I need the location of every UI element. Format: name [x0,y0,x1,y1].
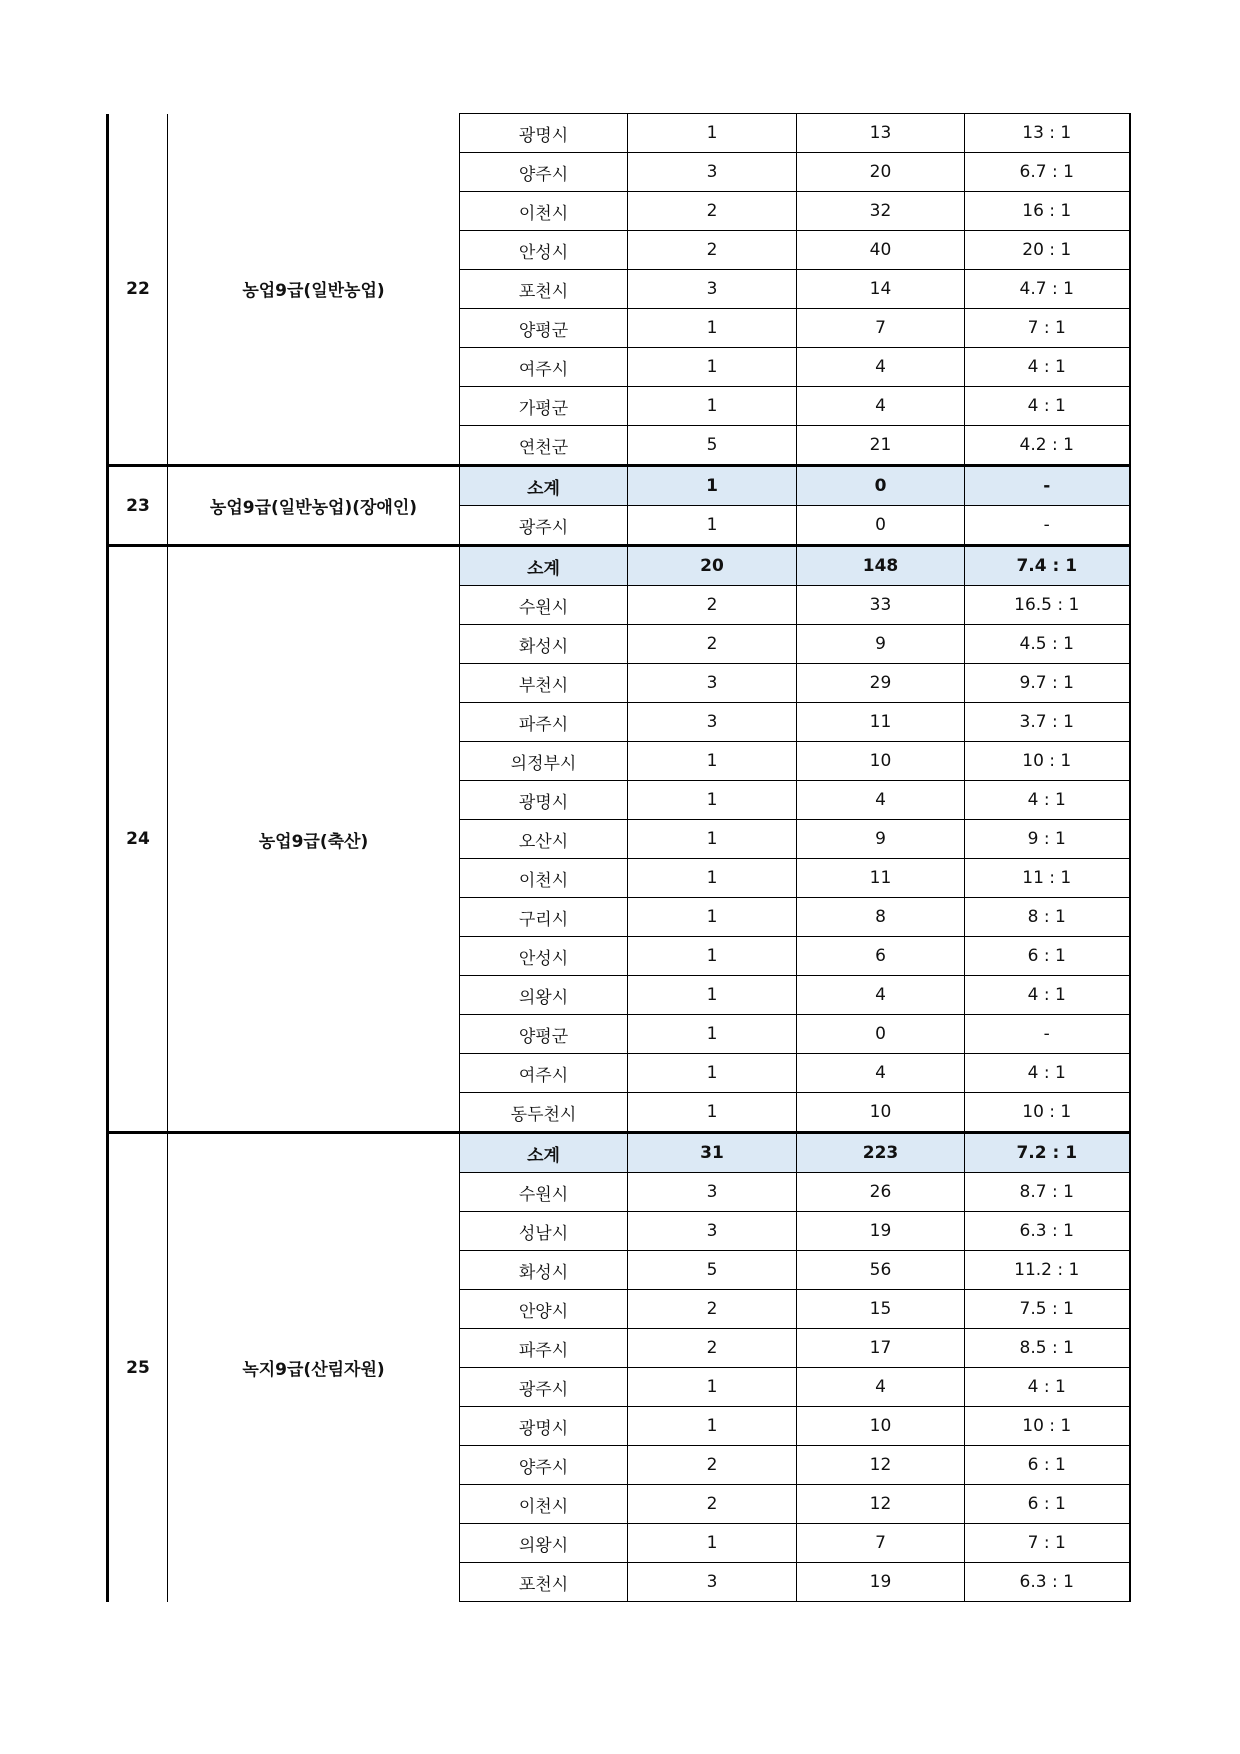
quota-cell: 2 [628,192,797,231]
subtotal-label: 소계 [460,466,628,506]
ratio-cell: 10 : 1 [965,742,1130,781]
ratio-cell: 6.3 : 1 [965,1563,1130,1602]
ratio-cell: 4.2 : 1 [965,426,1130,466]
region-cell: 양평군 [460,1015,628,1054]
applicants-cell: 17 [797,1329,965,1368]
quota-cell: 5 [628,426,797,466]
quota-cell: 1 [628,937,797,976]
applicants-cell: 21 [797,426,965,466]
applicants-cell: 6 [797,937,965,976]
quota-cell: 1 [628,114,797,153]
subtotal-row [108,1133,1130,1173]
ratio-cell: 6 : 1 [965,1485,1130,1524]
applicants-cell: 29 [797,664,965,703]
applicants-cell: 12 [797,1446,965,1485]
group-number: 25 [108,1133,168,1602]
quota-cell: 1 [628,506,797,546]
quota-cell: 1 [628,742,797,781]
region-cell: 포천시 [460,1563,628,1602]
applicants-cell: 13 [797,114,965,153]
quota-cell: 1 [628,820,797,859]
region-cell: 화성시 [460,625,628,664]
ratio-cell: 9 : 1 [965,820,1130,859]
quota-cell: 1 [628,1524,797,1563]
quota-cell: 3 [628,1212,797,1251]
region-cell: 안양시 [460,1290,628,1329]
region-cell: 양주시 [460,1446,628,1485]
ratio-cell: 10 : 1 [965,1093,1130,1133]
applicants-cell: 56 [797,1251,965,1290]
region-cell: 성남시 [460,1212,628,1251]
quota-cell: 31 [628,1133,797,1173]
region-cell: 광명시 [460,781,628,820]
quota-cell: 5 [628,1251,797,1290]
region-cell: 안성시 [460,231,628,270]
exam-category-name: 농업9급(축산) [168,546,460,1133]
quota-cell: 1 [628,466,797,506]
ratio-cell: 7 : 1 [965,1524,1130,1563]
ratio-cell: 4 : 1 [965,348,1130,387]
applicants-cell: 148 [797,546,965,586]
quota-cell: 1 [628,309,797,348]
ratio-cell: 10 : 1 [965,1407,1130,1446]
ratio-cell: 4 : 1 [965,781,1130,820]
ratio-cell: 4 : 1 [965,1368,1130,1407]
applicants-cell: 40 [797,231,965,270]
ratio-cell: 7.5 : 1 [965,1290,1130,1329]
applicants-cell: 15 [797,1290,965,1329]
applicants-cell: 14 [797,270,965,309]
ratio-cell: 3.7 : 1 [965,703,1130,742]
ratio-cell: 4.5 : 1 [965,625,1130,664]
region-cell: 여주시 [460,1054,628,1093]
applicants-cell: 0 [797,1015,965,1054]
ratio-cell: 6.3 : 1 [965,1212,1130,1251]
region-cell: 파주시 [460,1329,628,1368]
applicants-cell: 32 [797,192,965,231]
exam-category-name: 농업9급(일반농업)(장애인) [168,466,460,546]
quota-cell: 1 [628,1015,797,1054]
ratio-cell: 6 : 1 [965,1446,1130,1485]
exam-category-name: 녹지9급(산림자원) [168,1133,460,1602]
applicants-cell: 11 [797,859,965,898]
applicants-cell: 4 [797,781,965,820]
quota-cell: 2 [628,1329,797,1368]
applicants-cell: 4 [797,1054,965,1093]
quota-cell: 3 [628,664,797,703]
ratio-cell: 8.7 : 1 [965,1173,1130,1212]
ratio-cell: - [965,506,1130,546]
quota-cell: 1 [628,1407,797,1446]
applicants-cell: 10 [797,1093,965,1133]
region-cell: 연천군 [460,426,628,466]
quota-cell: 2 [628,231,797,270]
region-cell: 이천시 [460,859,628,898]
region-cell: 의정부시 [460,742,628,781]
applicants-cell: 7 [797,1524,965,1563]
applicants-cell: 33 [797,586,965,625]
region-cell: 여주시 [460,348,628,387]
quota-cell: 1 [628,976,797,1015]
quota-cell: 1 [628,781,797,820]
group-number: 22 [108,114,168,466]
ratio-cell: - [965,1015,1130,1054]
quota-cell: 2 [628,1485,797,1524]
ratio-cell: 4 : 1 [965,976,1130,1015]
recruitment-competition-table [106,113,1131,1602]
quota-cell: 1 [628,898,797,937]
region-cell: 이천시 [460,1485,628,1524]
quota-cell: 1 [628,1368,797,1407]
ratio-cell: 9.7 : 1 [965,664,1130,703]
applicants-cell: 26 [797,1173,965,1212]
applicants-cell: 9 [797,625,965,664]
ratio-cell: 16 : 1 [965,192,1130,231]
applicants-cell: 10 [797,1407,965,1446]
region-cell: 의왕시 [460,1524,628,1563]
ratio-cell: 8 : 1 [965,898,1130,937]
region-cell: 광명시 [460,114,628,153]
table-row [108,114,1130,153]
region-cell: 포천시 [460,270,628,309]
region-cell: 광주시 [460,506,628,546]
ratio-cell: 4 : 1 [965,1054,1130,1093]
region-cell: 수원시 [460,1173,628,1212]
subtotal-label: 소계 [460,546,628,586]
group-number: 23 [108,466,168,546]
quota-cell: 3 [628,153,797,192]
region-cell: 동두천시 [460,1093,628,1133]
quota-cell: 3 [628,1173,797,1212]
applicants-cell: 19 [797,1563,965,1602]
applicants-cell: 4 [797,976,965,1015]
region-cell: 가평군 [460,387,628,426]
region-cell: 양평군 [460,309,628,348]
ratio-cell: 7.4 : 1 [965,546,1130,586]
quota-cell: 2 [628,1290,797,1329]
ratio-cell: 8.5 : 1 [965,1329,1130,1368]
group-number: 24 [108,546,168,1133]
applicants-cell: 7 [797,309,965,348]
quota-cell: 3 [628,1563,797,1602]
region-cell: 의왕시 [460,976,628,1015]
region-cell: 안성시 [460,937,628,976]
region-cell: 부천시 [460,664,628,703]
quota-cell: 1 [628,1054,797,1093]
region-cell: 파주시 [460,703,628,742]
ratio-cell: 4.7 : 1 [965,270,1130,309]
quota-cell: 3 [628,703,797,742]
exam-category-name: 농업9급(일반농업) [168,114,460,466]
ratio-cell: 11.2 : 1 [965,1251,1130,1290]
ratio-cell: 20 : 1 [965,231,1130,270]
quota-cell: 1 [628,859,797,898]
applicants-cell: 4 [797,348,965,387]
applicants-cell: 20 [797,153,965,192]
applicants-cell: 4 [797,387,965,426]
region-cell: 이천시 [460,192,628,231]
ratio-cell: 6.7 : 1 [965,153,1130,192]
applicants-cell: 9 [797,820,965,859]
ratio-cell: 6 : 1 [965,937,1130,976]
quota-cell: 20 [628,546,797,586]
applicants-cell: 4 [797,1368,965,1407]
quota-cell: 1 [628,1093,797,1133]
ratio-cell: - [965,466,1130,506]
ratio-cell: 4 : 1 [965,387,1130,426]
subtotal-row [108,466,1130,506]
ratio-cell: 13 : 1 [965,114,1130,153]
region-cell: 양주시 [460,153,628,192]
applicants-cell: 0 [797,506,965,546]
region-cell: 수원시 [460,586,628,625]
ratio-cell: 11 : 1 [965,859,1130,898]
quota-cell: 3 [628,270,797,309]
applicants-cell: 8 [797,898,965,937]
quota-cell: 1 [628,387,797,426]
applicants-cell: 223 [797,1133,965,1173]
quota-cell: 2 [628,1446,797,1485]
region-cell: 광주시 [460,1368,628,1407]
subtotal-label: 소계 [460,1133,628,1173]
applicants-cell: 11 [797,703,965,742]
applicants-cell: 0 [797,466,965,506]
region-cell: 화성시 [460,1251,628,1290]
region-cell: 오산시 [460,820,628,859]
ratio-cell: 7 : 1 [965,309,1130,348]
applicants-cell: 12 [797,1485,965,1524]
quota-cell: 2 [628,625,797,664]
quota-cell: 1 [628,348,797,387]
region-cell: 구리시 [460,898,628,937]
region-cell: 광명시 [460,1407,628,1446]
quota-cell: 2 [628,586,797,625]
subtotal-row [108,546,1130,586]
applicants-cell: 10 [797,742,965,781]
ratio-cell: 16.5 : 1 [965,586,1130,625]
applicants-cell: 19 [797,1212,965,1251]
ratio-cell: 7.2 : 1 [965,1133,1130,1173]
